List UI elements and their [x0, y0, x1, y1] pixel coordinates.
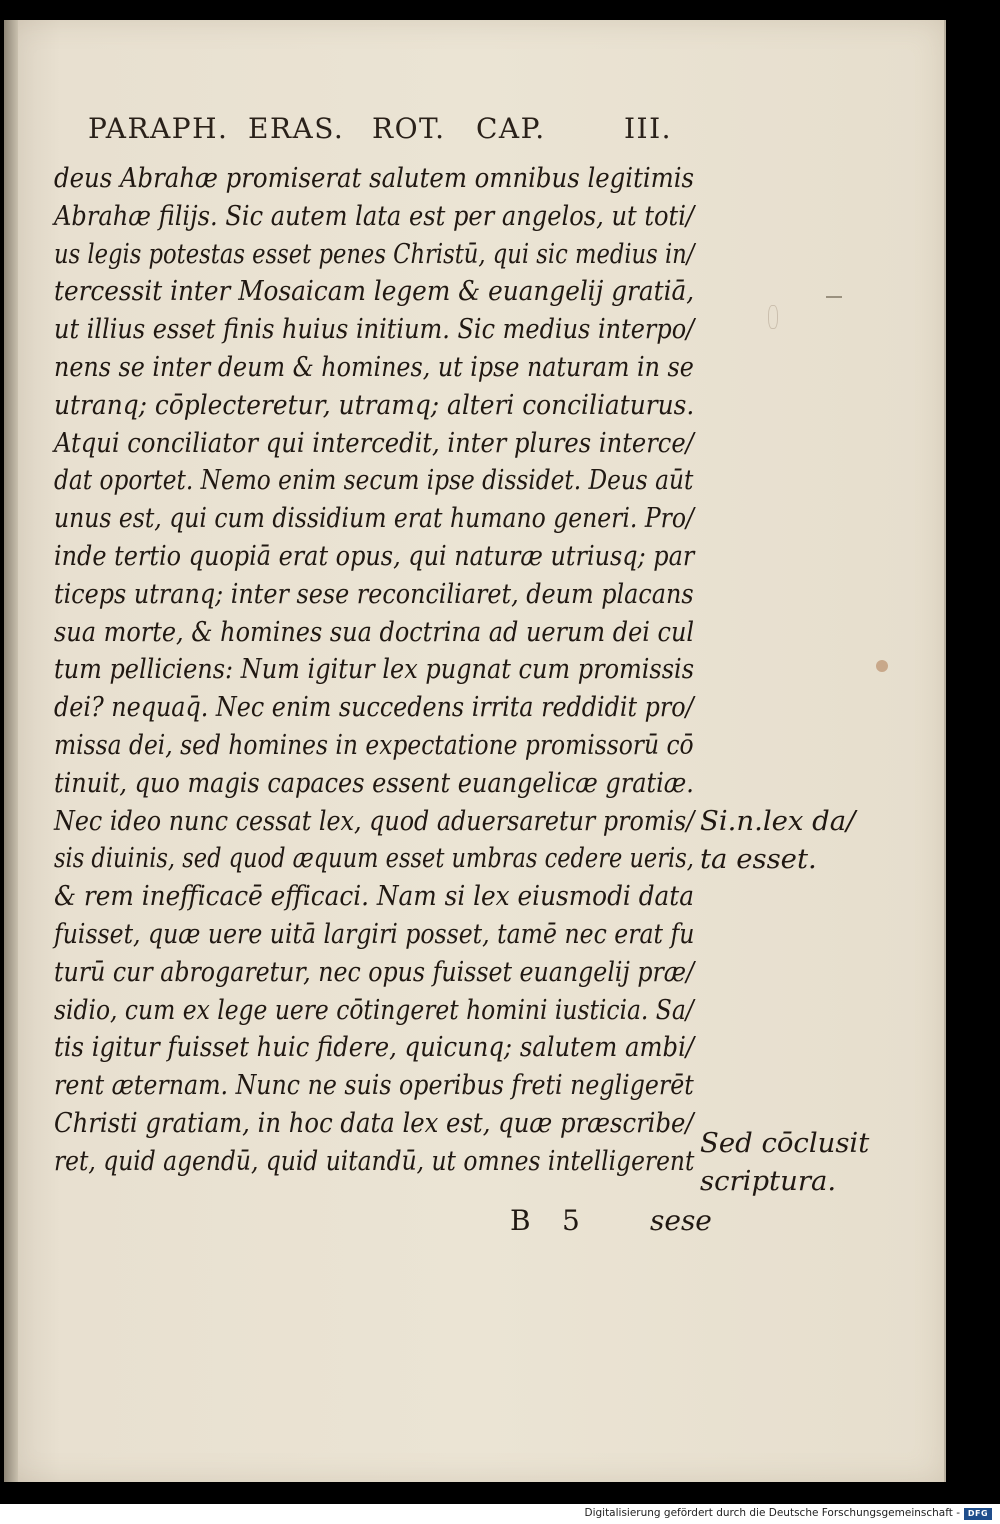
text-line: tis igitur fuisset huic fidere, quicunq; salutem ambi/	[54, 1031, 695, 1064]
text-line: unus est, qui cum dissidium erat humano generi. Pro/	[54, 502, 694, 535]
text-line: ticeps utranq; inter sese reconciliaret, deum placans	[54, 577, 694, 610]
text-line: utranq; cōplecteretur, utramq; alteri conciliaturus.	[54, 388, 695, 421]
text-line: us legis potestas esset penes Christū, qui sic medius in/	[54, 237, 695, 270]
text-line: Christi gratiam, in hoc data lex est, quæ præscribe/	[54, 1106, 694, 1139]
text-line: sidio, cum ex lege uere cōtingeret homini iusticia. Sa/	[54, 993, 694, 1026]
signature-row	[500, 1204, 720, 1244]
text-line: Nec ideo nunc cessat lex, quod aduersaretur promis/	[54, 804, 695, 837]
text-line: sis diuinis, sed quod æquum esset umbras cedere ueris,	[54, 842, 694, 875]
marginal-note-line: Si.n.lex da/	[700, 805, 856, 837]
text-line: ret, quid agendū, quid uitandū, ut omnes intelligerent	[54, 1144, 695, 1177]
page-gutter-shadow	[4, 20, 18, 1482]
running-head-author: ERAS.	[248, 112, 345, 145]
paper-mark	[768, 305, 778, 329]
text-line: & rem inefficacē efficaci. Nam si lex eiusmodi data	[54, 880, 695, 913]
paper-dash	[826, 296, 842, 298]
text-line: sua morte, & homines sua doctrina ad uerum dei cul	[54, 615, 695, 648]
funding-credit[interactable]: Digitalisierung gefördert durch die Deutsche Forschungsgemeinschaft -	[584, 1507, 960, 1519]
running-head-place: ROT.	[372, 112, 446, 145]
text-line: missa dei, sed homines in expectatione promissorū cō	[54, 728, 694, 761]
text-line: dei? nequaq̄. Nec enim succedens irrita reddidit pro/	[54, 691, 694, 724]
signature-number: 5	[562, 1204, 580, 1237]
body-text	[54, 160, 704, 1181]
text-line: Atqui conciliator qui intercedit, inter plures interce/	[54, 426, 694, 459]
dfg-logo-icon[interactable]: DFG	[964, 1508, 992, 1520]
marginal-note-2	[700, 1125, 869, 1201]
text-line: fuisset, quæ uere uitā largiri posset, tamē nec erat fu	[54, 917, 695, 950]
text-line: nens se inter deum & homines, ut ipse naturam in se	[54, 350, 694, 383]
running-head-title: PARAPH.	[88, 112, 229, 145]
text-line: ut illius esset finis huius initium. Sic medius interpo/	[54, 313, 695, 346]
running-head-chapter-number: III.	[624, 112, 673, 145]
running-head	[88, 112, 688, 152]
text-line: deus Abrahæ promiserat salutem omnibus legitimis	[54, 162, 695, 194]
running-head-chapter-label: CAP.	[476, 112, 546, 145]
text-line: dat oportet. Nemo enim secum ipse dissidet. Deus aūt	[54, 464, 694, 497]
marginal-note-line: Sed cōclusit	[700, 1127, 870, 1159]
marginal-note-1	[700, 803, 855, 879]
catchword: sese	[650, 1204, 712, 1237]
marginal-note-line: scriptura.	[700, 1164, 837, 1197]
text-line: tinuit, quo magis capaces essent euangelicæ gratiæ.	[54, 766, 694, 799]
text-line: turū cur abrogaretur, nec opus fuisset euangelij præ/	[54, 955, 695, 988]
text-line: inde tertio quopiā erat opus, qui naturæ utriusq; par	[54, 539, 695, 572]
text-line: tum pelliciens: Num igitur lex pugnat cum promissis	[54, 653, 695, 686]
text-line: Abrahæ filijs. Sic autem lata est per angelos, ut toti/	[54, 199, 695, 232]
footer-bar	[0, 1504, 1000, 1524]
text-line: rent æternam. Nunc ne suis operibus freti negligerēt	[54, 1069, 694, 1102]
marginal-note-line: ta esset.	[700, 842, 817, 875]
text-line: tercessit inter Mosaicam legem & euangelij gratiā,	[54, 275, 695, 308]
paper-stain	[876, 660, 888, 672]
signature-mark: B	[510, 1204, 531, 1237]
